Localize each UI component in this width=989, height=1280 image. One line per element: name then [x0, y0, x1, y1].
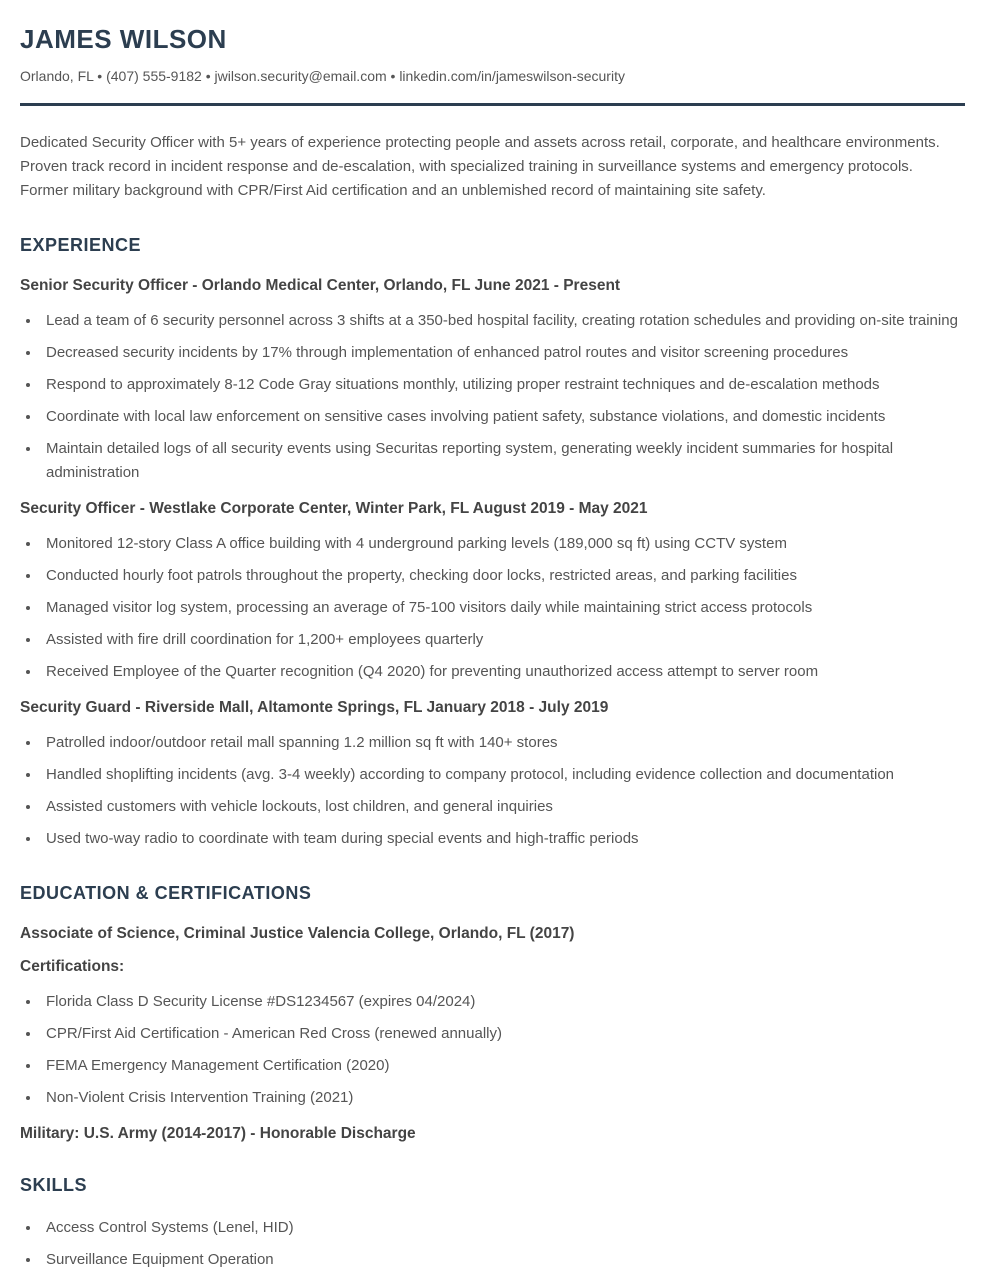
job-bullet-list [20, 731, 965, 851]
skills-heading: SKILLS [20, 1175, 88, 1195]
certifications-label: Certifications: [20, 958, 125, 975]
job-title: Security Guard - Riverside Mall, Altamonte Springs, FL January 2018 - July 2019 [20, 699, 609, 716]
name-heading: JAMES WILSON [20, 24, 227, 54]
skill-item: • Access Control Systems (Lenel, HID) [41, 1216, 965, 1240]
certification-item: • CPR/First Aid Certification - American Red Cross (renewed annually) [41, 1022, 965, 1046]
job-entry-2 [20, 499, 965, 684]
degree-line: Associate of Science, Criminal Justice Valencia College, Orlando, FL (2017) [20, 925, 575, 942]
job-bullet: • Assisted with fire drill coordination for 1,200+ employees quarterly [41, 628, 965, 652]
job-bullet: • Patrolled indoor/outdoor retail mall spanning 1.2 million sq ft with 140+ stores [41, 731, 965, 755]
job-entry-3 [20, 698, 965, 851]
summary-paragraph: Dedicated Security Officer with 5+ years of experience protecting people and assets across retail, corporate, and healthcare environments. Proven track record in incident response and de-escalation, with specialized training in surveillance systems and emergency protocols. Former military background with CPR/First Aid certification and an unblemished record of maintaining site safety. [20, 134, 940, 199]
job-title: Security Officer - Westlake Corporate Center, Winter Park, FL August 2019 - May 2021 [20, 500, 648, 517]
experience-heading: EXPERIENCE [20, 235, 142, 255]
skill-item: • Surveillance Equipment Operation [41, 1248, 965, 1272]
military-line: Military: U.S. Army (2014-2017) - Honorable Discharge [20, 1125, 416, 1142]
job-bullet-list [20, 532, 965, 684]
job-bullet: • Received Employee of the Quarter recognition (Q4 2020) for preventing unauthorized access attempt to server room [41, 660, 965, 684]
skills-list [20, 1216, 965, 1272]
header-divider [20, 103, 965, 106]
job-bullet: • Managed visitor log system, processing an average of 75-100 visitors daily while maintaining strict access protocols [41, 596, 965, 620]
job-bullet: • Handled shoplifting incidents (avg. 3-4 weekly) according to company protocol, including evidence collection and documentation [41, 763, 965, 787]
job-entry-1 [20, 276, 965, 485]
job-bullet: • Coordinate with local law enforcement on sensitive cases involving patient safety, substance violations, and domestic incidents [41, 405, 965, 429]
job-bullet: • Maintain detailed logs of all security events using Securitas reporting system, generating weekly incident summaries for hospital administration [41, 437, 965, 485]
certification-item: • Non-Violent Crisis Intervention Training (2021) [41, 1086, 965, 1110]
job-bullet: • Respond to approximately 8-12 Code Gray situations monthly, utilizing proper restraint techniques and de-escalation methods [41, 373, 965, 397]
job-bullet-list [20, 309, 965, 485]
job-bullet: • Decreased security incidents by 17% through implementation of enhanced patrol routes and visitor screening procedures [41, 341, 965, 365]
certification-item: • Florida Class D Security License #DS1234567 (expires 04/2024) [41, 990, 965, 1014]
job-bullet: • Monitored 12-story Class A office building with 4 underground parking levels (189,000 sq ft) using CCTV system [41, 532, 965, 556]
job-bullet: • Conducted hourly foot patrols throughout the property, checking door locks, restricted areas, and parking facilities [41, 564, 965, 588]
resume-header [20, 24, 965, 106]
job-bullet: • Used two-way radio to coordinate with team during special events and high-traffic periods [41, 827, 965, 851]
education-heading: EDUCATION & CERTIFICATIONS [20, 883, 312, 903]
job-bullet: • Lead a team of 6 security personnel across 3 shifts at a 350-bed hospital facility, creating rotation schedules and providing on-site training [41, 309, 965, 333]
job-title: Senior Security Officer - Orlando Medical Center, Orlando, FL June 2021 - Present [20, 277, 621, 294]
certification-list [20, 990, 965, 1110]
skills-section [20, 1175, 965, 1272]
education-section [20, 883, 965, 1143]
certification-item: • FEMA Emergency Management Certification (2020) [41, 1054, 965, 1078]
job-bullet: • Assisted customers with vehicle lockouts, lost children, and general inquiries [41, 795, 965, 819]
contact-line: Orlando, FL • (407) 555-9182 • jwilson.security@email.com • linkedin.com/in/jameswilson-security [20, 68, 625, 84]
experience-section [20, 235, 965, 851]
